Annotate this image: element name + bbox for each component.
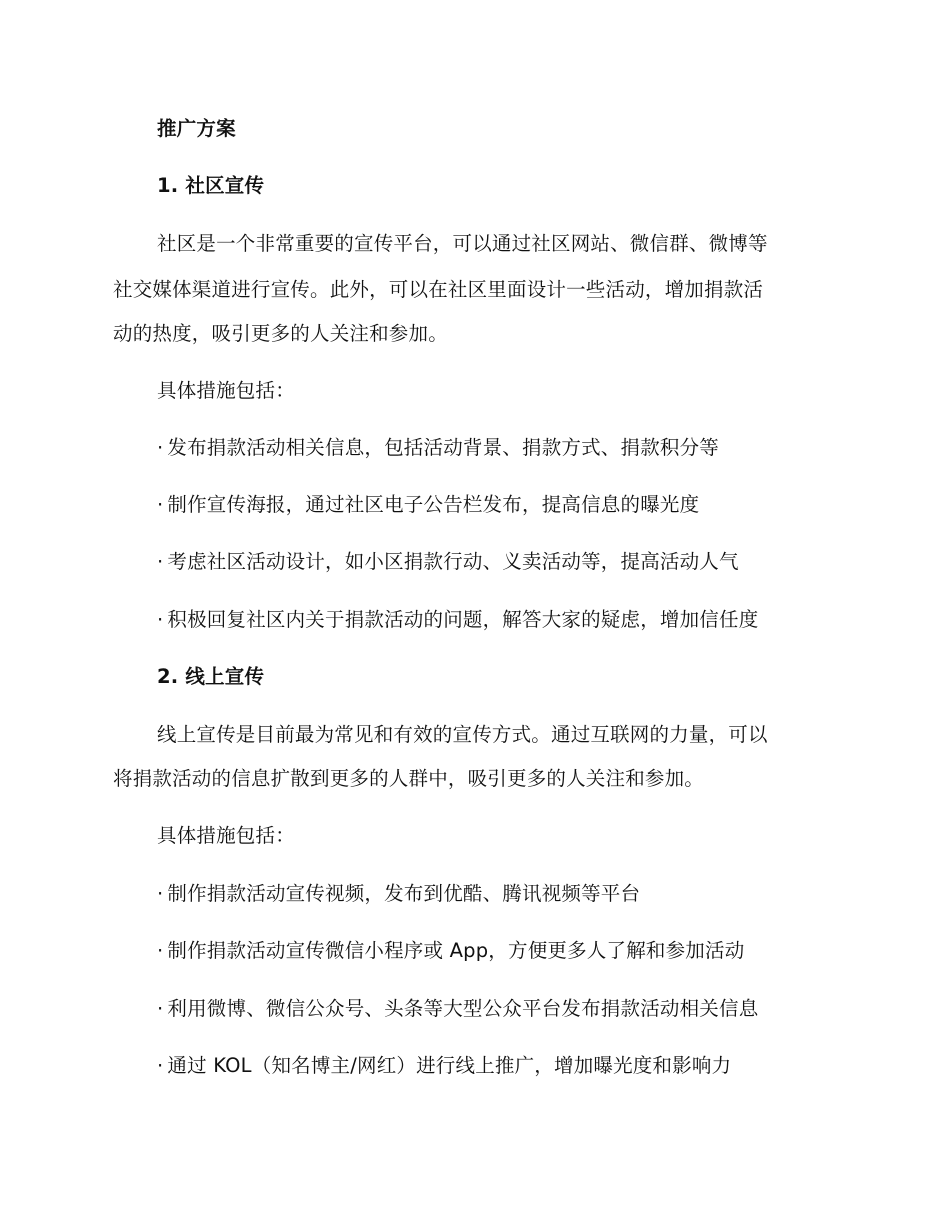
bullet-dot-icon: ·	[157, 882, 164, 905]
section-1-bullet-1	[157, 434, 719, 462]
bullet-text: 考虑社区活动设计，如小区捐款行动、义卖活动等，提高活动人气	[167, 550, 739, 573]
bullet-dot-icon: ·	[157, 1054, 164, 1077]
bullet-text: 发布捐款活动相关信息，包括活动背景、捐款方式、捐款积分等	[167, 436, 720, 459]
bullet-text: 制作捐款活动宣传视频，发布到优酷、腾讯视频等平台	[167, 882, 641, 905]
section-1-heading: 1. 社区宣传	[157, 174, 265, 197]
section-2-bullet-3	[157, 995, 758, 1023]
section-2-bullet-1	[157, 880, 640, 908]
document-title: 推广方案	[157, 117, 236, 140]
section-2-measures-label: 具体措施包括：	[157, 824, 295, 847]
bullet-dot-icon: ·	[157, 997, 164, 1020]
section-1-bullet-4	[157, 606, 758, 634]
section-2-heading: 2. 线上宣传	[157, 665, 265, 688]
bullet-dot-icon: ·	[157, 493, 164, 516]
section-2-paragraph-line-2: 将捐款活动的信息扩散到更多的人群中，吸引更多的人关注和参加。	[113, 767, 705, 790]
bullet-text: 制作捐款活动宣传微信小程序或 App，方便更多人了解和参加活动	[167, 939, 745, 962]
section-2-bullet-4	[157, 1052, 731, 1080]
section-1-measures-label: 具体措施包括：	[157, 379, 295, 402]
bullet-dot-icon: ·	[157, 436, 164, 459]
section-1-paragraph-line-3: 动的热度，吸引更多的人关注和参加。	[113, 322, 448, 345]
bullet-dot-icon: ·	[157, 550, 164, 573]
section-1-paragraph-line-2: 社交媒体渠道进行宣传。此外，可以在社区里面设计一些活动，增加捐款活	[113, 278, 764, 301]
section-2-bullet-2	[157, 937, 744, 965]
bullet-text: 通过 KOL（知名博主/网红）进行线上推广，增加曝光度和影响力	[167, 1054, 732, 1077]
bullet-dot-icon: ·	[157, 608, 164, 631]
section-1-paragraph-line-1: 社区是一个非常重要的宣传平台，可以通过社区网站、微信群、微博等	[157, 232, 768, 255]
bullet-text: 积极回复社区内关于捐款活动的问题，解答大家的疑虑，增加信任度	[167, 608, 759, 631]
bullet-dot-icon: ·	[157, 939, 164, 962]
section-2-paragraph-line-1: 线上宣传是目前最为常见和有效的宣传方式。通过互联网的力量，可以	[157, 723, 768, 746]
section-1-bullet-2	[157, 491, 699, 519]
section-1-bullet-3	[157, 548, 739, 576]
bullet-text: 制作宣传海报，通过社区电子公告栏发布，提高信息的曝光度	[167, 493, 700, 516]
bullet-text: 利用微博、微信公众号、头条等大型公众平台发布捐款活动相关信息	[167, 997, 759, 1020]
